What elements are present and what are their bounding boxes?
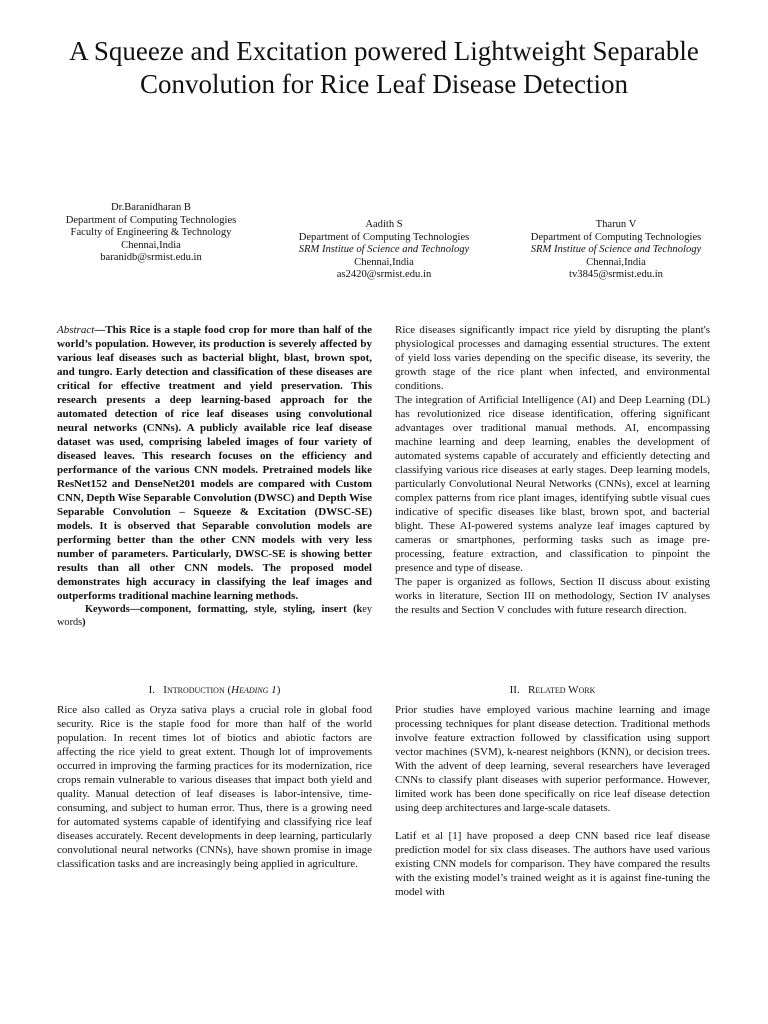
author-organization: SRM Institue of Science and Technology <box>530 244 702 256</box>
body-paragraph: The paper is organized as follows, Section II discuss about existing works in literature, Section III on methodology, Section IV analyses the results and Section V concludes with future research direction. <box>395 576 710 616</box>
section-heading-related-work <box>395 684 710 696</box>
author-email: baranidb@srmist.edu.in <box>100 252 202 264</box>
paper-title: A Squeeze and Excitation powered Lightweight Separable Convolution for Rice Leaf Disease Detection <box>69 36 699 99</box>
keywords-tail-bold: k <box>356 604 363 615</box>
section-title: Introduction ( <box>163 684 232 696</box>
author-department: Department of Computing Technologies <box>530 231 702 243</box>
introduction-body <box>57 703 372 871</box>
keywords-label: Keywords—component, formatting, style, styling, insert ( <box>85 604 357 615</box>
author-department: Department of Computing Technologies <box>65 214 237 226</box>
author-name: Dr.Baranidharan B <box>110 202 192 213</box>
author-city: Chennai,India <box>354 256 414 268</box>
author-name: Aadith S <box>365 219 403 230</box>
abstract-label: Abstract <box>57 324 95 336</box>
keywords <box>57 603 372 629</box>
author-organization: Faculty of Engineering & Technology <box>70 227 232 239</box>
author-email: tv3845@srmist.edu.in <box>569 269 663 281</box>
body-paragraph: Rice diseases significantly impact rice yield by disrupting the plant's physiological processes and damaging essential structures. The extent of yield loss varies depending on the specific disease, its severity, the growth stage of the rice plant when infected, and environmental conditions. <box>395 324 710 392</box>
section-title: Related Work <box>527 684 596 696</box>
body-paragraph: Latif et al [1] have proposed a deep CNN based rice leaf disease prediction model for six class diseases. The authors have used various existing CNN models for comparison. They have compared the results with the existing model’s trained weight as it is against fine-tuning the model with <box>395 830 710 898</box>
keywords-tail: ey words <box>57 604 372 628</box>
abstract <box>57 323 372 603</box>
author-email: as2420@srmist.edu.in <box>336 269 432 281</box>
section-title-em: Heading 1 <box>231 684 277 696</box>
author-city: Chennai,India <box>586 256 646 268</box>
introduction-paragraph: Rice also called as Oryza sativa plays a crucial role in global food security. Rice is the staple food for more than half of the world population. In recent times lot of biotics and abiotic factors are affecting the rice yield to great extent. Though lot of improvements occurred in improving the farming practices for its modernization, rice crops remain vulnerable to various diseases that impact both yield and quality. Manual detection of leaf diseases is labor-intensive, time-consuming, and subject to human error. Thus, there is a growing need for automated systems capable of identifying and classifying rice leaf diseases accurately. Recent developments in deep learning, particularly convolutional neural networks (CNNs), have shown promise in image classification tasks and are increasingly being applied in agriculture. <box>57 704 372 870</box>
related-work-body <box>395 703 710 899</box>
author-block-1 <box>56 202 246 265</box>
abstract-text: —This Rice is a staple food crop for more than half of the world’s population. However, its production is severely affected by various leaf diseases such as bacterial blight, blast, brown spot, and tungro. Early detection and classification of these diseases are critical for effective treatment and yield preservation. This research presents a deep learning-based approach for the automated detection of rice leaf diseases using convolutional neural networks (CNNs). A publicly available rice leaf disease dataset was used, comprising labeled images of four variety of diseased leaves. This research focuses on the efficiency and performance of the various CNN models. Pretrained models like ResNet152 and DenseNet201 models are compared with Custom CNN, Depth Wise Separable Convolution (DWSC) and Depth Wise Separable Convolution – Squeeze & Excitation (DWSC-SE) models. It is observed that Separable convolution models are performing better than the other CNN models with very less number of parameters. Particularly, DWSC-SE is showing better results than all other CNN models. The proposed model demonstrates high accuracy in classifying the leaf images and outperforms traditional machine learning methods. <box>57 324 372 602</box>
author-department: Department of Computing Technologies <box>298 231 470 243</box>
body-paragraph: Prior studies have employed various machine learning and image processing techniques for plant disease detection. Traditional methods involve feature extraction followed by classification using support vector machines (SVM), k-nearest neighbors (KNN), or decision trees. With the advent of deep learning, several researchers have leveraged CNNs to classify plant diseases with superior performance. However, limited work has been done specifically on rice leaf disease detection using deep architectures and large-scale datasets. <box>395 704 710 814</box>
author-city: Chennai,India <box>121 239 181 251</box>
section-number: II. <box>509 684 520 696</box>
author-block-3 <box>521 219 711 282</box>
section-number: I. <box>148 684 156 696</box>
author-block-2 <box>289 219 479 282</box>
section-heading-introduction <box>57 684 372 696</box>
left-column-top <box>57 323 372 629</box>
author-name: Tharun V <box>595 219 637 230</box>
author-organization: SRM Institue of Science and Technology <box>298 244 470 256</box>
keywords-close: ) <box>82 617 86 628</box>
body-paragraph: The integration of Artificial Intelligence (AI) and Deep Learning (DL) has revolutionized rice disease identification, offering significant advantages over traditional manual methods. AI, encompassing machine learning and deep learning, enables the development of automated systems capable of accurately and efficiently detecting and classifying various rice diseases at early stages. Deep learning models, particularly Convolutional Neural Networks (CNNs), excel at learning complex patterns from rice plant images, identifying subtle visual cues indicative of specific diseases like blast, brown spot, and bacterial blight. These AI-powered systems analyze leaf images captured by cameras or smartphones, performing tasks such as image pre-processing, feature extraction, and classification to pinpoint the presence and type of disease. <box>395 394 710 574</box>
right-column-top <box>395 323 710 617</box>
section-title-close: ) <box>276 684 281 696</box>
